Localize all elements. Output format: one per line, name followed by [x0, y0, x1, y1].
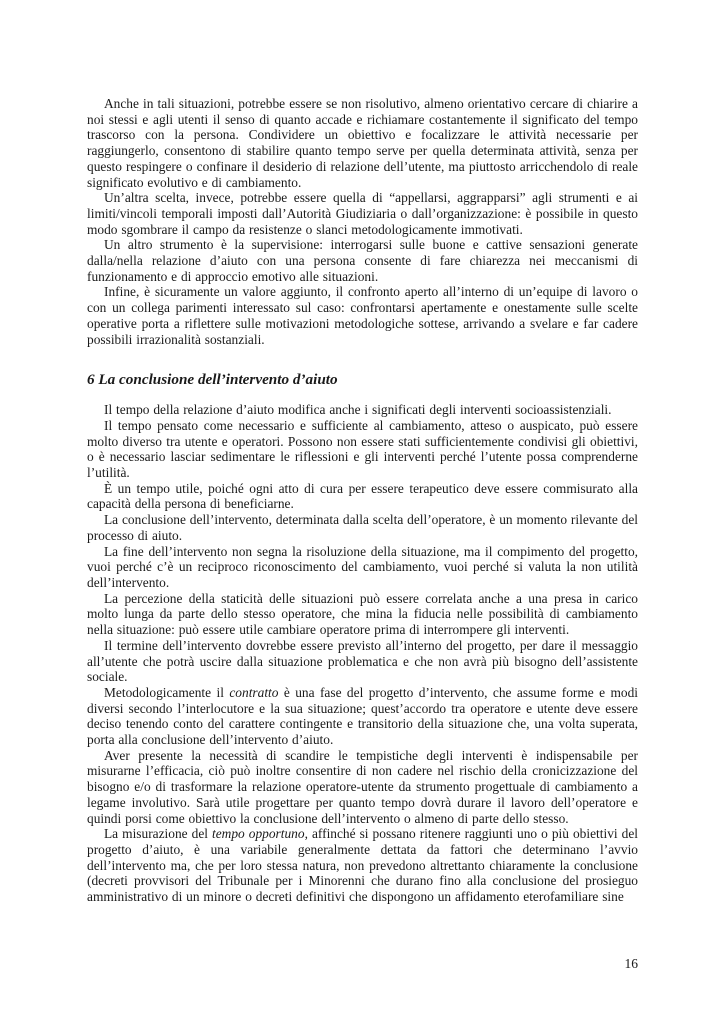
- paragraph: La percezione della staticità delle situazioni può essere correlata anche a una presa in carico molto lunga da parte dello stesso operatore, che mina la fiducia nelle possibilità di cambiamento nella situazione: può essere utile cambiare operatore prima di interrompere gli interventi.: [87, 590, 638, 638]
- paragraph: Aver presente la necessità di scandire le tempistiche degli interventi è indispensabile per misurarne l’efficacia, ciò può inoltre consentire di non cadere nel rischio della cronicizzazione del bisogno e/o di trasformare la relazione operatore-utente da strumento progettuale di cambiamento a legame involutivo. Sarà utile progettare per quanto tempo dovrà durare il lavoro dell’operatore e quindi porsi come obiettivo la conclusione dell’intervento o almeno di parte dello stesso.: [87, 747, 638, 826]
- paragraph: La conclusione dell’intervento, determinata dalla scelta dell’operatore, è un momento rilevante del processo di aiuto.: [87, 512, 638, 543]
- paragraph: [87, 826, 638, 905]
- paragraph: Il tempo pensato come necessario e sufficiente al cambiamento, atteso o auspicato, può essere molto diverso tra utente e operatori. Possono non essere stati sufficientemente condivisi gli obiettivi, o è necessario lasciar sedimentare le riflessioni e gli interventi perché l’utente possa comprenderne l’utilità.: [87, 417, 638, 481]
- page-body: [87, 96, 638, 905]
- paragraph: Infine, è sicuramente un valore aggiunto, il confronto aperto all’interno di un’equipe di lavoro o con un collega parimenti interessato sul caso: confrontarsi apertamente e onestamente sulle scelte operative porta a riflettere sulle motivazioni metodologiche sottese, arrivando a svelare e far cadere possibili irrazionalità sostanziali.: [87, 284, 638, 347]
- paragraph: La fine dell’intervento non segna la risoluzione della situazione, ma il compimento del progetto, vuoi perché c’è un reciproco riconoscimento del cambiamento, vuoi perché si valuta la non utilità dell’intervento.: [87, 543, 638, 590]
- paragraph: Un’altra scelta, invece, potrebbe essere quella di “appellarsi, aggrapparsi” agli strumenti e ai limiti/vincoli temporali imposti dall’Autorità Giudiziaria o dall’organizzazione: è possibile in questo modo sgombrare il campo da resistenze o slanci metodologicamente immotivati.: [87, 190, 638, 237]
- paragraph-text: , affinché si possano ritenere raggiunti uno o più obiettivi del progetto d’aiuto, è una variabile generalmente dettata da fattori che determinano l’avvio dell’intervento ma, che per loro stessa natura, non prevedono altrettanto chiaramente la conclusione (decreti provvisori del Tribunale per i Minorenni che durano fino alla conclusione del prosieguo amministrativo di un minore o decreti definitivi che dispongono un affidamento eterofamiliare sine: [87, 826, 639, 905]
- italic-term-tempo-opportuno: tempo opportuno: [212, 826, 305, 842]
- paragraph-text: è una fase del progetto d’intervento, che assume forme e modi diversi secondo l’interlocutore e la sua situazione; quest’accordo tra operatore e utente deve essere deciso tenendo conto del carattere contingente e transitorio della situazione che, una volta superata, porta alla conclusione dell’intervento d’aiuto.: [87, 684, 638, 748]
- paragraph: [87, 685, 638, 748]
- paragraph: Un altro strumento è la supervisione: interrogarsi sulle buone e cattive sensazioni generate dalla/nella relazione d’aiuto con una persona consente di fare chiarezza nei meccanismi di funzionamento e di approccio emotivo alle situazioni.: [87, 237, 638, 284]
- paragraph-text: Metodologicamente il: [104, 684, 230, 700]
- page-number: 16: [624, 956, 638, 971]
- italic-term-contratto: contratto: [229, 684, 279, 700]
- paragraph: Anche in tali situazioni, potrebbe essere se non risolutivo, almeno orientativo cercare di chiarire a noi stessi e agli utenti il senso di quanto accade e richiamare costantemente il significato del tempo trascorso con la persona. Condividere un obiettivo e focalizzare le attività necessarie per raggiungerlo, consentono di stabilire quanto tempo serve per quella determinata attività, senza per questo respingere o confinare il desiderio di relazione dell’utente, ma piuttosto arricchendolo di reale significato evolutivo e di cambiamento.: [87, 96, 638, 190]
- section-heading: 6 La conclusione dell’intervento d’aiuto: [87, 371, 338, 389]
- paragraph: È un tempo utile, poiché ogni atto di cura per essere terapeutico deve essere commisurato alla capacità della persona di beneficiarne.: [87, 480, 638, 512]
- paragraph-text: La misurazione del: [104, 826, 213, 842]
- paragraph: Il tempo della relazione d’aiuto modifica anche i significati degli interventi socioassistenziali.: [104, 402, 612, 418]
- paragraph: Il termine dell’intervento dovrebbe essere previsto all’interno del progetto, per dare il messaggio all’utente che potrà uscire dalla situazione problematica e che non avrà più bisogno dell’assistente sociale.: [87, 637, 638, 685]
